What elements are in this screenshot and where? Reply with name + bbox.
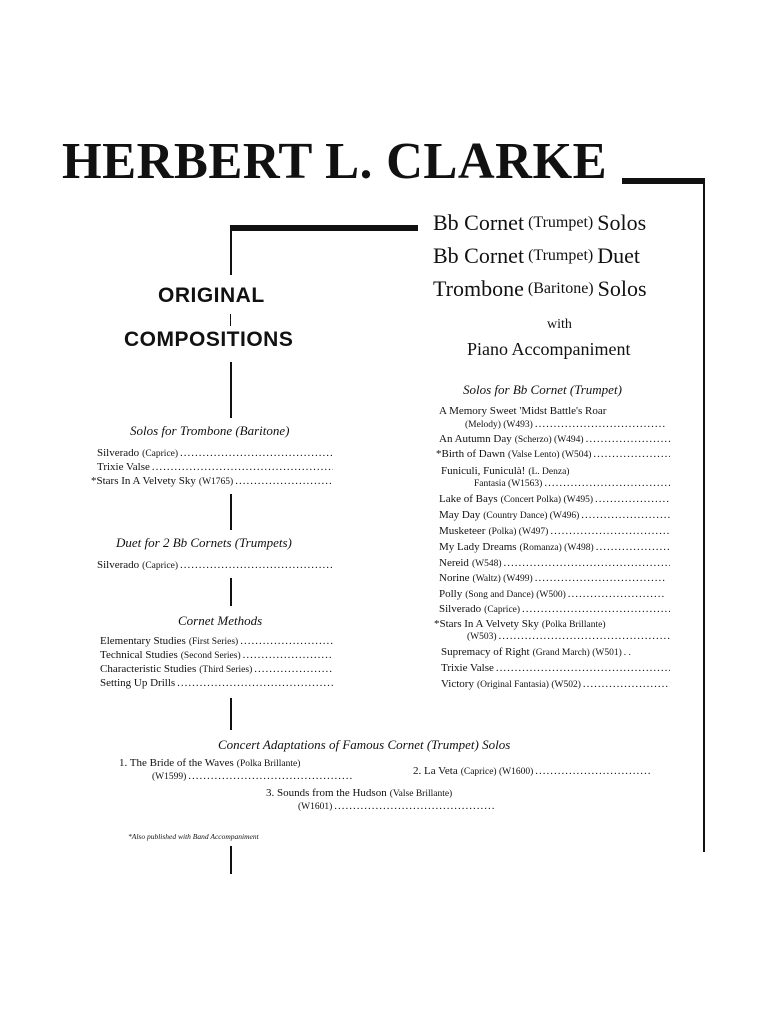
center-tick-1 bbox=[230, 314, 231, 326]
list-item: Trixie Valse ..... bbox=[441, 661, 670, 675]
footnote: *Also published with Band Accompaniment bbox=[128, 832, 259, 841]
title-rule bbox=[622, 178, 704, 184]
list-item: Nereid (W548) ..... bbox=[439, 556, 670, 571]
list-item: Lake of Bays (Concert Polka) (W495) ..... bbox=[439, 492, 670, 507]
list-item: Musketeer (Polka) (W497) ..... bbox=[439, 524, 670, 539]
list-item-continuation: (W1601) ..... bbox=[298, 799, 496, 814]
concert-adaptations-heading: Concert Adaptations of Famous Cornet (Trumpet) Solos bbox=[218, 737, 511, 752]
list-item-continuation: (W503) ..... bbox=[467, 629, 670, 644]
center-vertical-rule-2 bbox=[230, 362, 232, 418]
list-item: 1. The Bride of the Waves (Polka Brillante) bbox=[119, 757, 301, 769]
heading-with: with bbox=[547, 317, 572, 332]
list-item: Trixie Valse ..... bbox=[97, 460, 333, 474]
heading-piano-accompaniment: Piano Accompaniment bbox=[467, 339, 631, 359]
original-heading: ORIGINAL bbox=[158, 284, 265, 307]
list-item-continuation: Fantasia (W1563) ..... bbox=[474, 476, 670, 491]
list-item: My Lady Dreams (Romanza) (W498) ..... bbox=[439, 540, 670, 555]
list-item: Characteristic Studies (Third Series) ..... bbox=[100, 662, 333, 677]
page-title: HERBERT L. CLARKE bbox=[62, 133, 608, 190]
list-item: *Stars In A Velvety Sky (Polka Brillante) bbox=[434, 618, 606, 630]
list-item-continuation: (Melody) (W493) ..... bbox=[465, 417, 666, 432]
list-item: Funiculi, Funiculà! (L. Denza) bbox=[441, 465, 570, 477]
list-item: Silverado (Caprice) ..... bbox=[439, 602, 670, 617]
heading-line-cornet-solos: Bb Cornet (Trumpet) Solos bbox=[433, 210, 647, 235]
list-item: Silverado (Caprice) ..... bbox=[97, 558, 333, 573]
list-item: Setting Up Drills ..... bbox=[100, 676, 333, 690]
list-item: A Memory Sweet 'Midst Battle's Roar bbox=[439, 405, 607, 417]
list-item: Silverado (Caprice) ..... bbox=[97, 446, 333, 461]
cornet-methods-heading: Cornet Methods bbox=[178, 613, 263, 628]
list-item: Victory (Original Fantasia) (W502) ..... bbox=[441, 677, 670, 692]
list-item: May Day (Country Dance) (W496) ..... bbox=[439, 508, 670, 523]
heading-line-trombone-solos: Trombone (Baritone) Solos bbox=[433, 276, 647, 301]
list-item: Norine (Waltz) (W499) ..... bbox=[439, 571, 665, 586]
cornet-solos-heading: Solos for Bb Cornet (Trumpet) bbox=[463, 382, 622, 397]
duet-heading: Duet for 2 Bb Cornets (Trumpets) bbox=[116, 535, 292, 550]
compositions-heading: COMPOSITIONS bbox=[124, 328, 294, 351]
header-rule bbox=[230, 225, 418, 231]
center-vertical-rule-3 bbox=[230, 494, 232, 530]
heading-line-cornet-duet: Bb Cornet (Trumpet) Duet bbox=[433, 243, 641, 268]
list-item: An Autumn Day (Scherzo) (W494) ..... bbox=[439, 432, 670, 447]
center-vertical-rule-4 bbox=[230, 578, 232, 606]
list-item: Elementary Studies (First Series) ..... bbox=[100, 634, 333, 649]
list-item: *Birth of Dawn (Valse Lento) (W504) ..... bbox=[436, 447, 670, 462]
list-item-continuation: (W1599) ..... bbox=[152, 769, 352, 784]
center-vertical-rule-5 bbox=[230, 698, 232, 730]
list-item: Technical Studies (Second Series) ..... bbox=[100, 648, 333, 663]
list-item: *Stars In A Velvety Sky (W1765) ..... bbox=[91, 474, 333, 489]
center-vertical-rule-6 bbox=[230, 846, 232, 874]
right-vertical-rule bbox=[703, 178, 705, 852]
list-item: 2. La Veta (Caprice) (W1600) ..... bbox=[413, 764, 650, 779]
trombone-solos-heading: Solos for Trombone (Baritone) bbox=[130, 423, 290, 438]
list-item: Supremacy of Right (Grand March) (W501) . . bbox=[441, 646, 631, 658]
list-item: 3. Sounds from the Hudson (Valse Brillante) bbox=[266, 787, 453, 799]
center-vertical-rule-top bbox=[230, 225, 232, 275]
list-item: Polly (Song and Dance) (W500) ..... bbox=[439, 587, 665, 602]
